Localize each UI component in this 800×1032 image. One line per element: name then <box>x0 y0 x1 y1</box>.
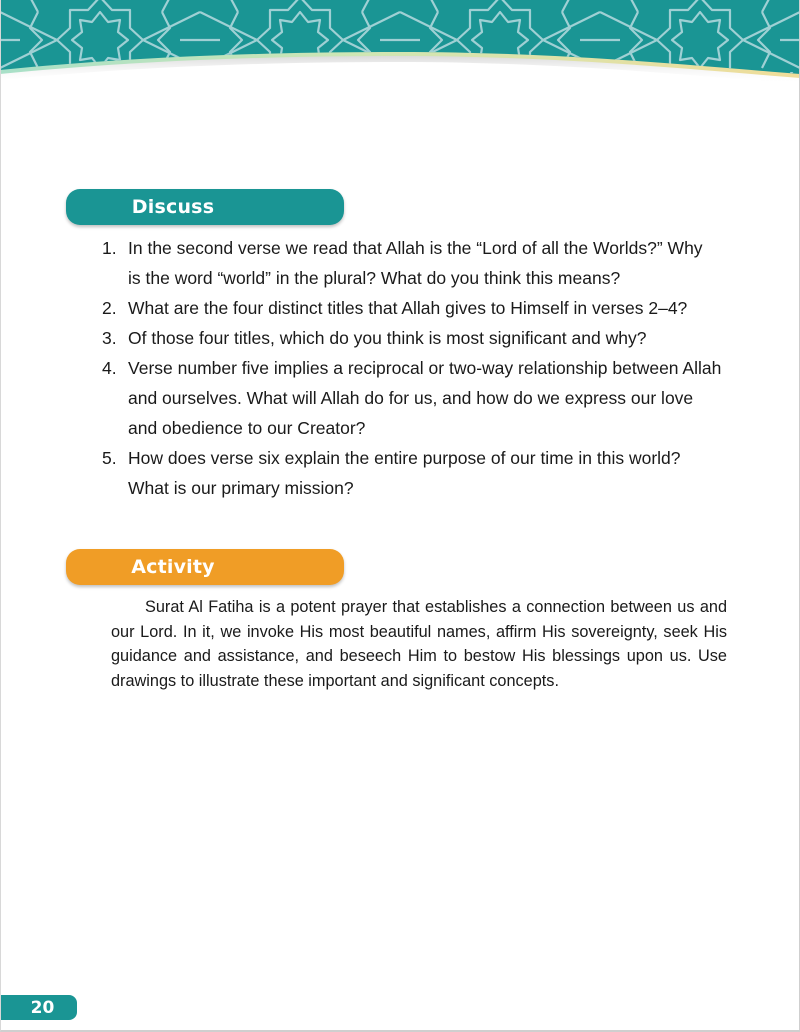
question-number: 2. <box>102 298 117 318</box>
question-number: 4. <box>102 358 117 378</box>
question-line: Verse number five implies a reciprocal or two-way relationship between Allah <box>128 358 722 378</box>
question-line: is the word “world” in the plural? What do you think this means? <box>128 268 621 288</box>
question-number: 3. <box>102 328 117 348</box>
discuss-question <box>100 323 760 353</box>
question-number: 1. <box>102 238 117 258</box>
discuss-question <box>100 353 760 443</box>
question-line: How does verse six explain the entire purpose of our time in this world? <box>128 448 681 468</box>
page-number: 20 <box>30 997 55 1018</box>
activity-paragraph: Surat Al Fatiha is a potent prayer that establishes a connection between us and our Lord. In it, we invoke His most beautiful names, affirm His sovereignty, seek His guidance and assistance, and beseech Him to bestow His blessings upon us. Use drawings to illustrate these important and significant concepts. <box>111 598 727 690</box>
activity-section-header <box>66 549 344 585</box>
discuss-title: Discuss <box>131 196 215 218</box>
activity-title: Activity <box>131 556 215 578</box>
question-line: and ourselves. What will Allah do for us, and how do we express our love <box>128 388 694 408</box>
discuss-question <box>100 443 760 503</box>
question-line: What are the four distinct titles that Allah gives to Himself in verses 2–4? <box>128 298 688 318</box>
discuss-question <box>100 233 760 293</box>
discuss-question <box>100 293 760 323</box>
header-banner <box>0 0 800 90</box>
discuss-question-list <box>100 233 760 503</box>
question-line: What is our primary mission? <box>128 478 354 498</box>
question-line: Of those four titles, which do you think is most significant and why? <box>128 328 647 348</box>
question-line: and obedience to our Creator? <box>128 418 366 438</box>
page-number-tab <box>0 995 77 1020</box>
question-number: 5. <box>102 448 117 468</box>
discuss-section-header <box>66 189 344 225</box>
question-line: In the second verse we read that Allah is the “Lord of all the Worlds?” Why <box>128 238 703 258</box>
